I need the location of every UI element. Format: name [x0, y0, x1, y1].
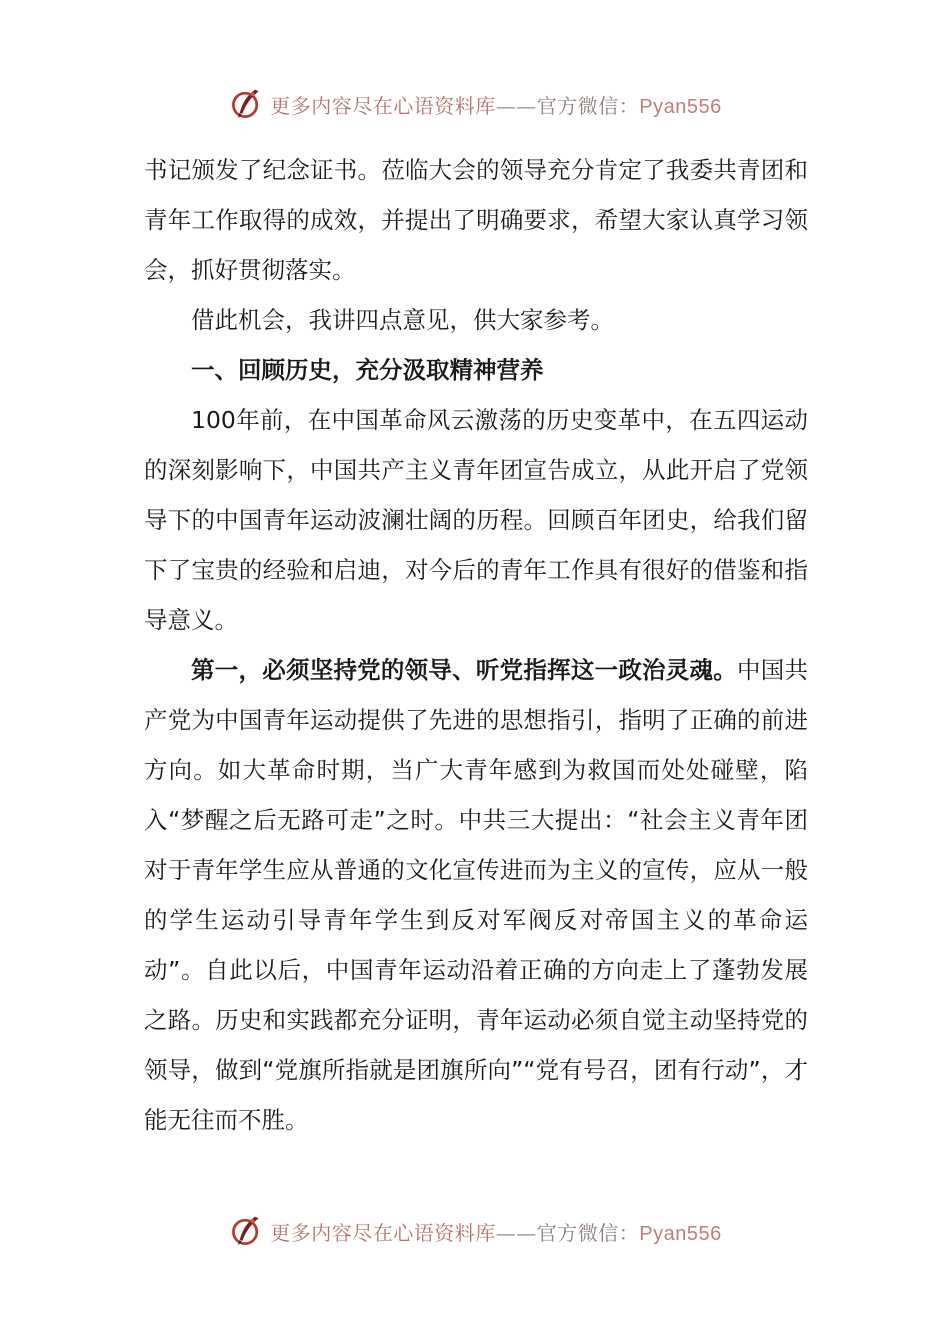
paragraph-continuation: 书记颁发了纪念证书。莅临大会的领导充分肯定了我委共青团和青年工作取得的成效，并提出了明确要求，希望大家认真学习领会，抓好贯彻落实。 — [144, 156, 808, 284]
paragraph-point-1-body: 中国共产党为中国青年运动提供了先进的思想指引，指明了正确的前进方向。如大革命时期，当广大青年感到为救国而处处碰壁，陷入“梦醒之后无路可走”之时。中共三大提出：“社会主义青年团对于青年学生应从普通的文化宣传进而为主义的宣传，应从一般的学生运动引导青年学生到反对军阀反对帝国主义的革命运动”。自此以后，中国青年运动沿着正确的方向走上了蓬勃发展之路。历史和实践都充分证明，青年运动必须自觉主动坚持党的领导，做到“党旗所指就是团旗所向”“党有号召，团有行动”，才能无往而不胜。 — [144, 656, 809, 1134]
header-banner-wechat-id: Pyan556 — [639, 95, 722, 118]
footer-banner-dash: —— — [495, 1220, 537, 1245]
header-banner-wechat-label: 官方微信： — [536, 93, 640, 118]
paragraph-intro: 借此机会，我讲四点意见，供大家参考。 — [191, 306, 614, 334]
footer-banner-title: 更多内容尽在心语资料库 — [270, 1220, 496, 1245]
section-heading-1: 一、回顾历史，充分汲取精神营养 — [191, 356, 544, 384]
footer-banner-text — [270, 1217, 721, 1246]
quill-pen-logo-icon — [228, 86, 264, 122]
footer-banner-wechat-id: Pyan556 — [639, 1222, 722, 1245]
header-banner-text — [270, 90, 721, 119]
paragraph-history: 100年前，在中国革命风云激荡的历史变革中，在五四运动的深刻影响下，中国共产主义青年团宣告成立，从此开启了党领导下的中国青年运动波澜壮阔的历程。回顾百年团史，给我们留下了宝贵的经验和启迪，对今后的青年工作具有很好的借鉴和指导意义。 — [144, 406, 808, 634]
header-banner-title: 更多内容尽在心语资料库 — [270, 93, 496, 118]
header-banner-dash: —— — [495, 93, 537, 118]
paragraph-point-1 — [144, 645, 808, 1145]
quill-pen-logo-icon — [228, 1213, 264, 1249]
footer-banner — [0, 1209, 950, 1253]
header-banner — [0, 82, 950, 126]
paragraph-point-1-lead: 第一，必须坚持党的领导、听党指挥这一政治灵魂。 — [191, 656, 738, 684]
footer-banner-wechat-label: 官方微信： — [536, 1220, 640, 1245]
document-body — [144, 145, 808, 1145]
